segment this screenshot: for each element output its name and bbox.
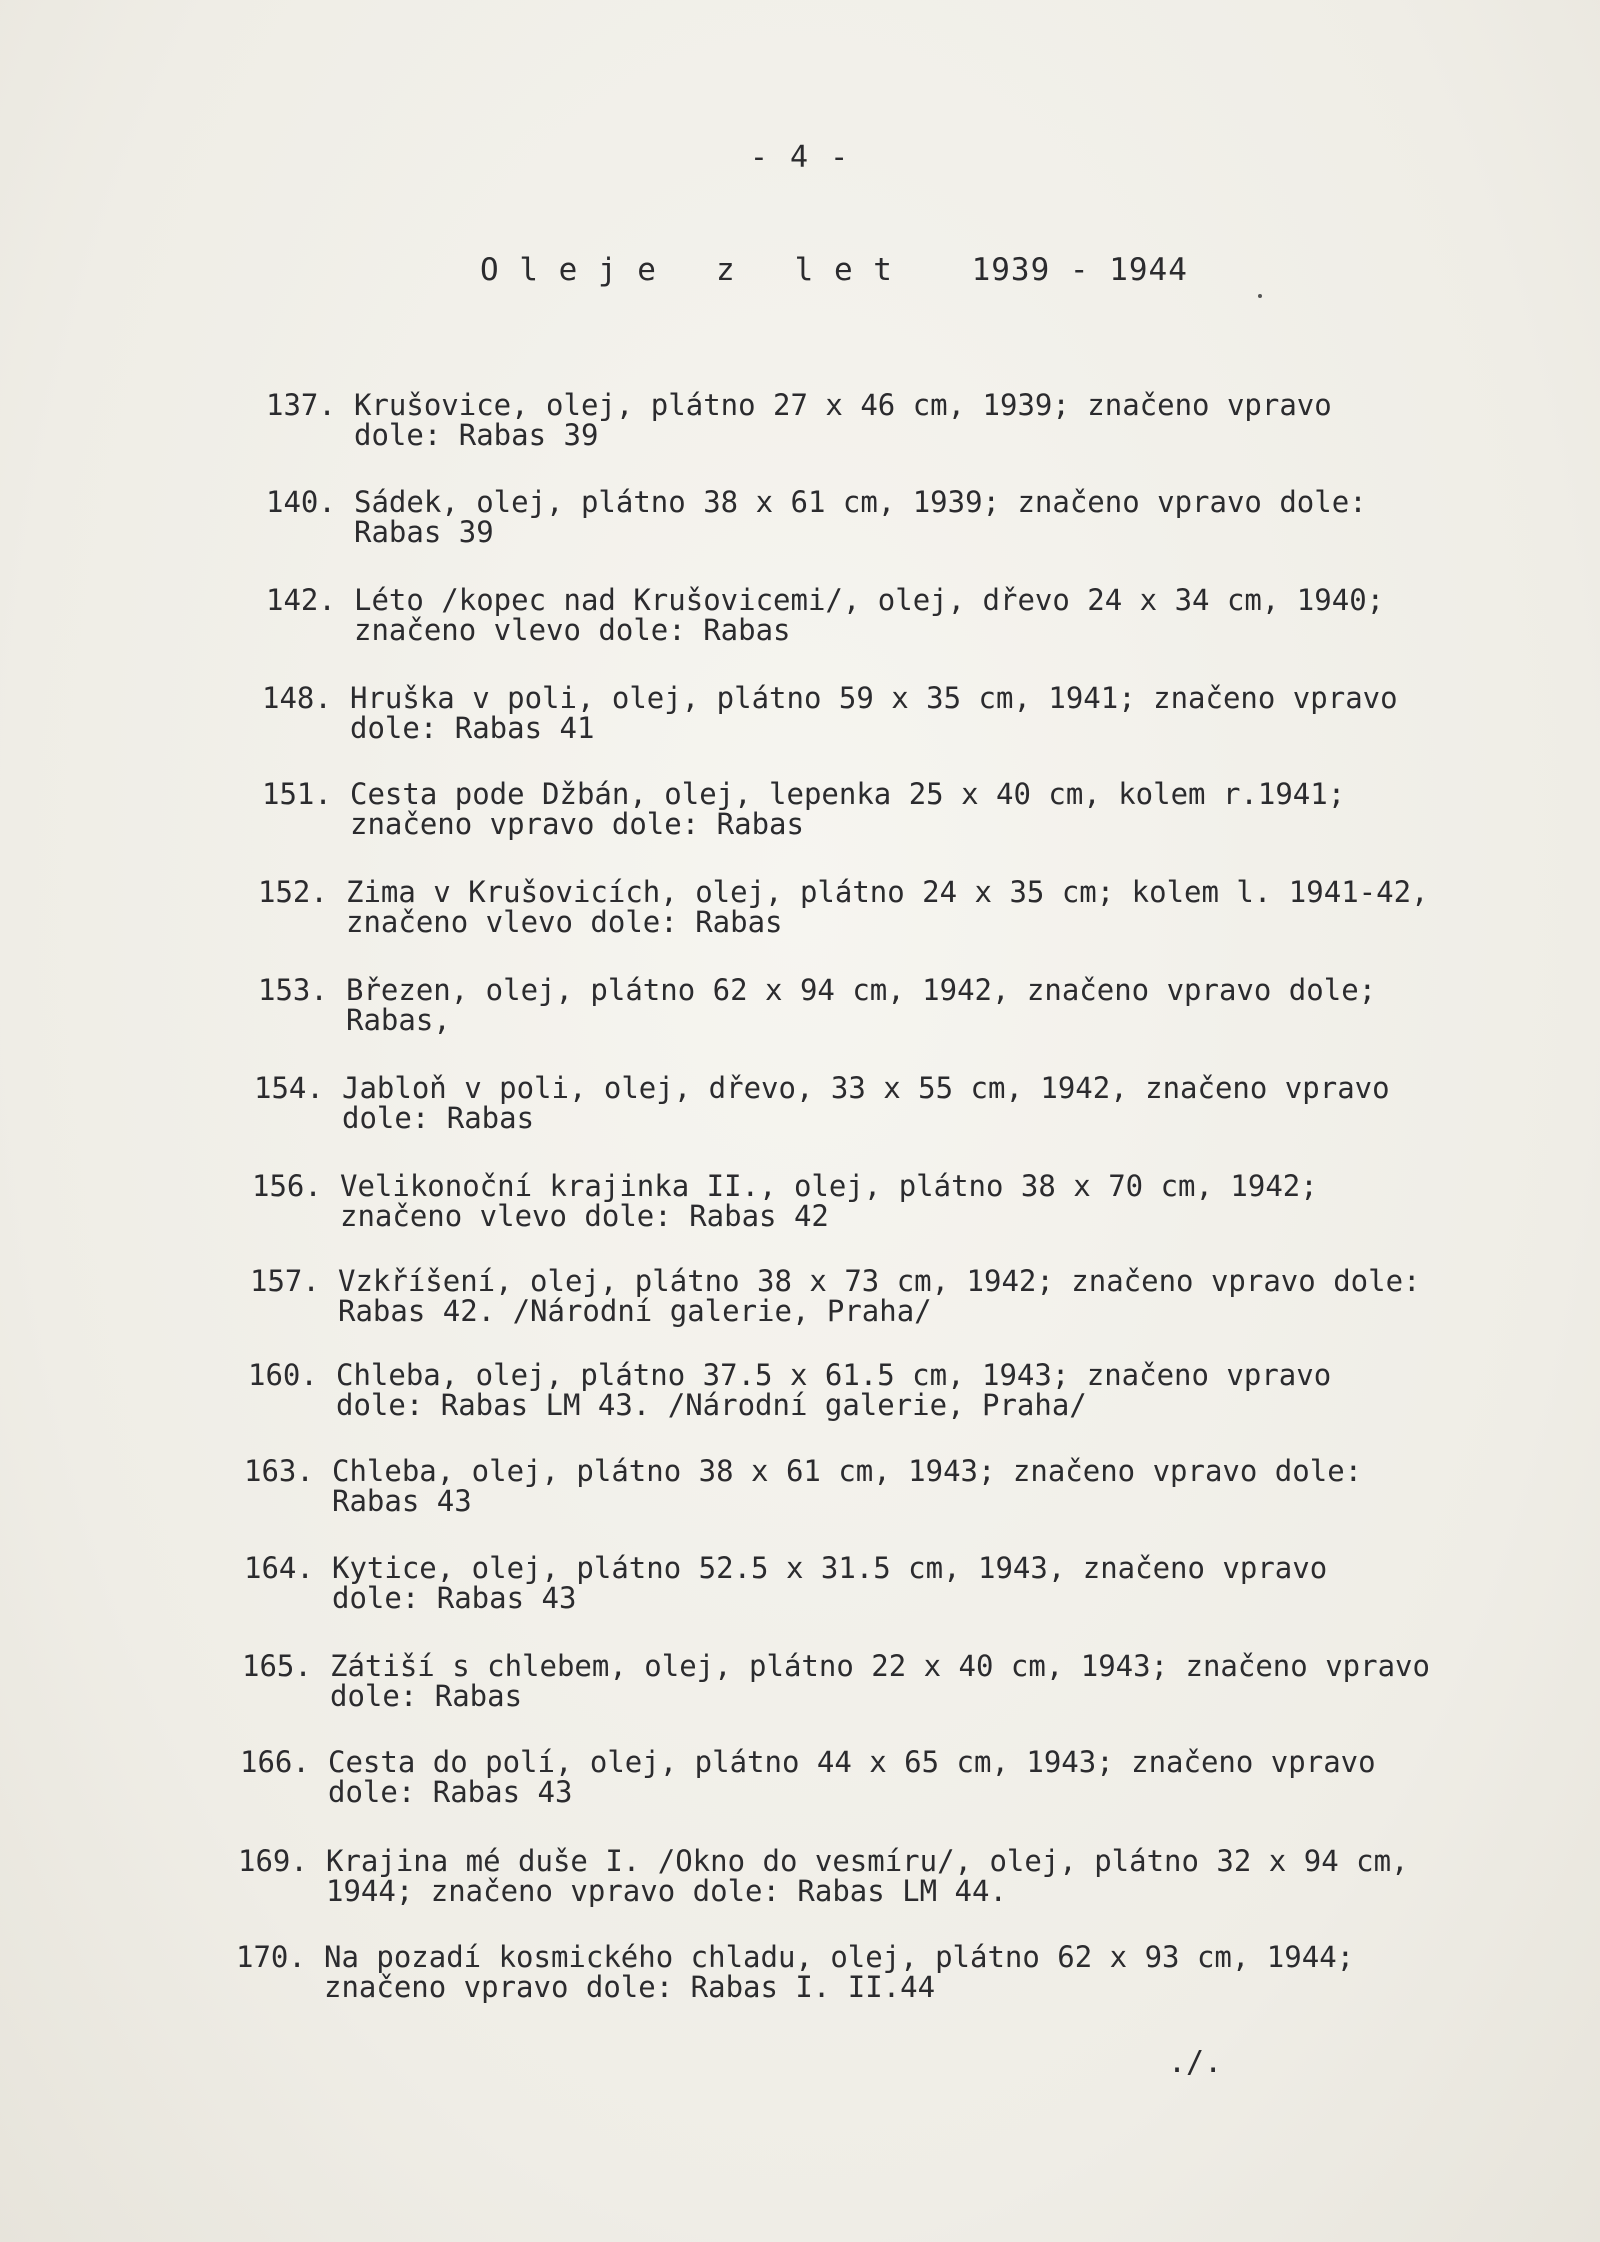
entry-text: Zima v Krušovicích, olej, plátno 24 x 35 cm; kolem l. 1941-42, značeno vlevo dole: Rabas (346, 875, 1429, 939)
entry-text: Cesta pode Džbán, olej, lepenka 25 x 40 cm, kolem r.1941; značeno vpravo dole: Rabas (350, 777, 1346, 841)
entry-number: 154. (254, 1071, 324, 1105)
entry-number: 170. (236, 1940, 306, 1974)
entry-number: 137. (266, 388, 336, 422)
entry-text: Kytice, olej, plátno 52.5 x 31.5 cm, 1943, značeno vpravo dole: Rabas 43 (332, 1551, 1328, 1615)
entry-text: Na pozadí kosmického chladu, olej, plátno 62 x 93 cm, 1944; značeno vpravo dole: Rabas I. II.44 (324, 1940, 1355, 2004)
entry-number: 160. (248, 1358, 318, 1392)
ink-speck (1258, 294, 1262, 298)
entry-text: Chleba, olej, plátno 38 x 61 cm, 1943; značeno vpravo dole: Rabas 43 (332, 1454, 1363, 1518)
entry-number: 152. (258, 875, 328, 909)
entry-text: Jabloň v poli, olej, dřevo, 33 x 55 cm, 1942, značeno vpravo dole: Rabas (342, 1071, 1390, 1135)
entry-number: 165. (242, 1649, 312, 1683)
entry-number: 163. (244, 1454, 314, 1488)
entry-number: 166. (240, 1745, 310, 1779)
entry-text: Sádek, olej, plátno 38 x 61 cm, 1939; značeno vpravo dole: Rabas 39 (354, 485, 1367, 549)
page-number: - 4 - (749, 140, 851, 175)
entry-text: Zátiší s chlebem, olej, plátno 22 x 40 cm, 1943; značeno vpravo dole: Rabas (330, 1649, 1430, 1713)
entry-number: 142. (266, 583, 336, 617)
entry-number: 169. (238, 1844, 308, 1878)
entry-text: Cesta do polí, olej, plátno 44 x 65 cm, 1943; značeno vpravo dole: Rabas 43 (328, 1745, 1376, 1809)
page-heading: O l e j e z l e t 1939 - 1944 (480, 252, 1188, 288)
entry-number: 148. (262, 681, 332, 715)
entry-text: Chleba, olej, plátno 37.5 x 61.5 cm, 1943; značeno vpravo dole: Rabas LM 43. /Národní galerie, Praha/ (336, 1358, 1332, 1422)
entry-text: Březen, olej, plátno 62 x 94 cm, 1942, značeno vpravo dole; Rabas, (346, 973, 1377, 1037)
entry-text: Krušovice, olej, plátno 27 x 46 cm, 1939; značeno vpravo dole: Rabas 39 (354, 388, 1332, 452)
entry-number: 156. (252, 1169, 322, 1203)
entry-text: Vzkříšení, olej, plátno 38 x 73 cm, 1942; značeno vpravo dole: Rabas 42. /Národní galerie, Praha/ (338, 1264, 1421, 1328)
entry-number: 164. (244, 1551, 314, 1585)
entry-text: Velikonoční krajinka II., olej, plátno 38 x 70 cm, 1942; značeno vlevo dole: Rabas 42 (340, 1169, 1318, 1233)
entry-text: Léto /kopec nad Krušovicemi/, olej, dřevo 24 x 34 cm, 1940; značeno vlevo dole: Rabas (354, 583, 1385, 647)
entry-text: Krajina mé duše I. /Okno do vesmíru/, olej, plátno 32 x 94 cm, 1944; značeno vpravo dole: Rabas LM 44. (326, 1844, 1409, 1908)
entry-number: 140. (266, 485, 336, 519)
entry-number: 151. (262, 777, 332, 811)
continuation-mark: ./. (1168, 2045, 1223, 2080)
entry-number: 157. (250, 1264, 320, 1298)
entry-text: Hruška v poli, olej, plátno 59 x 35 cm, 1941; značeno vpravo dole: Rabas 41 (350, 681, 1398, 745)
entry-number: 153. (258, 973, 328, 1007)
